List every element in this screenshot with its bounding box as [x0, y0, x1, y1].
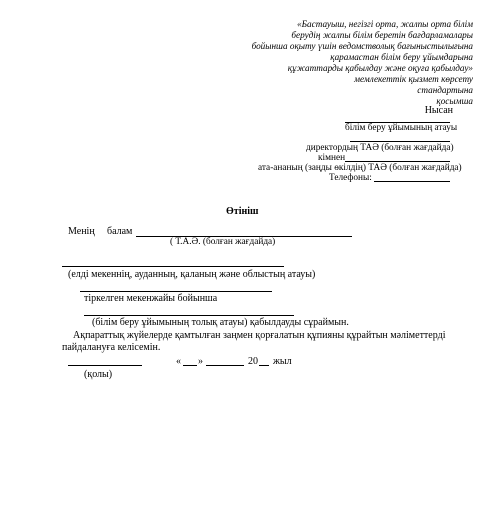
year-prefix: 20	[248, 356, 258, 367]
intro-my: Менің	[68, 226, 95, 237]
settlement-line	[62, 266, 284, 267]
org-name-caption: білім беру ұйымының атауы	[345, 123, 458, 133]
intro-child: балам	[107, 226, 133, 237]
header-line-6: мемлекеттік қызмет көрсету	[354, 74, 473, 84]
child-caption: ( Т.А.Ә. (болған жағдайда)	[170, 237, 276, 247]
document-title: Өтініш	[226, 206, 259, 217]
date-close-quote: »	[198, 356, 203, 367]
header-line-2: берудің жалпы білім беретін бағдарламалары	[291, 30, 473, 40]
consent-line-1: Ақпараттық жүйелерде қамтылған заңмен қорғалатын құпияны құрайтын мәліметтерді	[73, 330, 446, 341]
consent-line-2: пайдалануға келісемін.	[62, 342, 161, 353]
registered-caption: тіркелген мекенжайы бойынша	[84, 293, 218, 304]
signature-line	[68, 365, 142, 366]
signature-caption: (қолы)	[84, 369, 113, 380]
year-suffix: жыл	[273, 356, 292, 367]
header-line-8: қосымша	[436, 96, 473, 106]
director-caption: директордың ТАӘ (болған жағдайда)	[306, 143, 454, 153]
from-label: кімнен	[318, 153, 346, 163]
day-line	[183, 365, 197, 366]
month-line	[206, 365, 244, 366]
address-caption: (елді мекеннің, ауданның, қаланың және облыстың атауы)	[68, 269, 316, 280]
header-line-4: қарамастан білім беру ұйымдарына	[330, 52, 473, 62]
organization-line	[84, 315, 294, 316]
from-line	[345, 161, 450, 162]
org-full-caption: (білім беру ұйымының толық атауы) қабылдауды сұраймын.	[92, 317, 349, 328]
phone-line	[374, 181, 450, 182]
header-line-5: құжаттарды қабылдау және оқуға қабылдау»	[287, 63, 473, 73]
parent-caption: ата-ананың (заңды өкілдің) ТАӘ (болған жағдайда)	[258, 163, 462, 173]
form-label: Нысан	[424, 105, 453, 116]
year-line	[259, 365, 269, 366]
director-line	[350, 141, 450, 142]
registered-address-line	[80, 291, 272, 292]
header-line-1: «Бастауыш, негізгі орта, жалпы орта білім	[297, 19, 473, 29]
date-open-quote: «	[176, 356, 181, 367]
phone-label: Телефоны:	[329, 173, 372, 183]
header-line-7: стандартына	[417, 85, 473, 95]
header-line-3: бойынша оқыту үшін ведомстволық бағыныстылығына	[251, 41, 473, 51]
